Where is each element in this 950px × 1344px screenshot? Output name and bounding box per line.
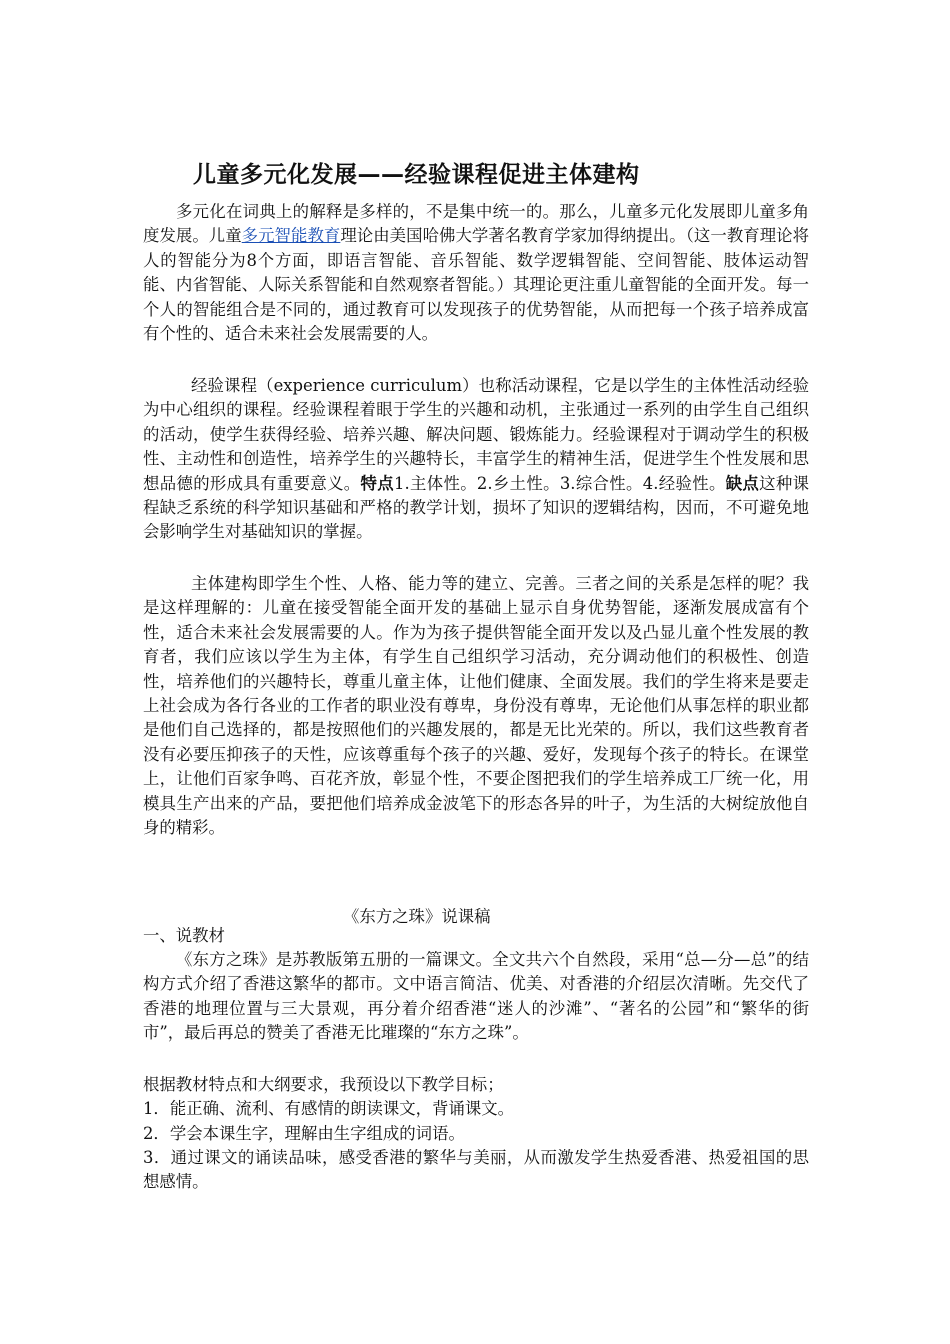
multiple-intelligence-link[interactable]: 多元智能教育	[241, 226, 341, 246]
paragraph-text: 多元化在词典上的解释是多样的，不是集中统一的。那么，儿童多元化发展即儿童多角度发展。儿童	[143, 202, 809, 246]
lesson-plan-title: 《东方之珠》说课稿	[343, 907, 491, 926]
paragraph-subject-construction: 主体建构即学生个性、人格、能力等的建立、完善。三者之间的关系是怎样的呢？我是这样理解的：儿童在接受智能全面开发的基础上显示自身优势智能，逐渐发展成富有个性，适合未来社会发展需要的人。作为为孩子提供智能全面开发以及凸显儿童个性发展的教育者，我们应该以学生为主体，有学生自己组织学习活动，充分调动他们的积极性、创造性，培养他们的兴趣特长，尊重儿童主体，让他们健康、全面发展。我们的学生将来是要走上社会成为各行各业的工作者的职业没有尊卑，身份没有尊卑，无论他们从事怎样的职业都是他们自己选择的，都是按照他们的兴趣发展的，都是无比光荣的。所以，我们这些教育者没有必要压抑孩子的天性，应该尊重每个孩子的兴趣、爱好，发现每个孩子的特长。在课堂上，让他们百家争鸣、百花齐放，彰显个性，不要企图把我们的学生培养成工厂统一化，用模具生产出来的产品，要把他们培养成金波笔下的形态各异的叶子，为生活的大树绽放他自身的精彩。	[143, 574, 809, 838]
goal-item: 1．能正确、流利、有感情的朗读课文，背诵课文。	[143, 1099, 515, 1118]
features-label: 特点	[360, 473, 395, 493]
paragraph-text: 1.主体性。2.乡土性。3.综合性。4.经验性。	[394, 473, 726, 493]
goal-item: 3．通过课文的诵读品味，感受香港的繁华与美丽，从而激发学生热爱香港、热爱祖国的思想感情。	[143, 1148, 809, 1192]
paragraph-experience-curriculum	[143, 374, 809, 545]
document-title: 儿童多元化发展——经验课程促进主体建构	[193, 162, 640, 188]
goals-intro: 根据教材特点和大纲要求，我预设以下教学目标；	[143, 1075, 504, 1094]
paragraph-text: 经验课程（experience curriculum）也称活动课程，它是以学生的主体性活动经验为中心组织的课程。经验课程着眼于学生的兴趣和动机，主张通过一系列的由学生自己组织的活动，使学生获得经验、培养兴趣、解决问题、锻炼能力。经验课程对于调动学生的积极性、主动性和创造性，培养学生的兴趣特长，丰富学生的精神生活，促进学生个性发展和思想品德的形成具有重要意义。	[143, 376, 809, 493]
paragraph-text: 这种课程缺乏系统的科学知识基础和严格的教学计划，损坏了知识的逻辑结构，因而，不可避免地会影响学生对基础知识的掌握。	[143, 473, 810, 542]
paragraph-multiple-intelligences	[143, 200, 809, 346]
section-heading: 一、说教材	[143, 926, 225, 945]
paragraph-textbook: 《东方之珠》是苏教版第五册的一篇课文。全文共六个自然段，采用“总—分—总”的结构方式介绍了香港这繁华的都市。文中语言简洁、优美、对香港的介绍层次清晰。先交代了香港的地理位置与三大景观，再分着介绍香港“迷人的沙滩”、“著名的公园”和“繁华的街市”，最后再总的赞美了香港无比璀璨的“东方之珠”。	[143, 950, 809, 1043]
goal-item: 2．学会本课生字，理解由生字组成的词语。	[143, 1124, 465, 1143]
drawbacks-label: 缺点	[725, 473, 760, 493]
paragraph-text: 理论由美国哈佛大学著名教育学家加得纳提出。（这一教育理论将人的智能分为8个方面，即语言智能、音乐智能、数学逻辑智能、空间智能、肢体运动智能、内省智能、人际关系智能和自然观察者智能。）其理论更注重儿童智能的全面开发。每一个人的智能组合是不同的，通过教育可以发现孩子的优势智能，从而把每一个孩子培养成富有个性的、适合未来社会发展需要的人。	[143, 226, 809, 344]
